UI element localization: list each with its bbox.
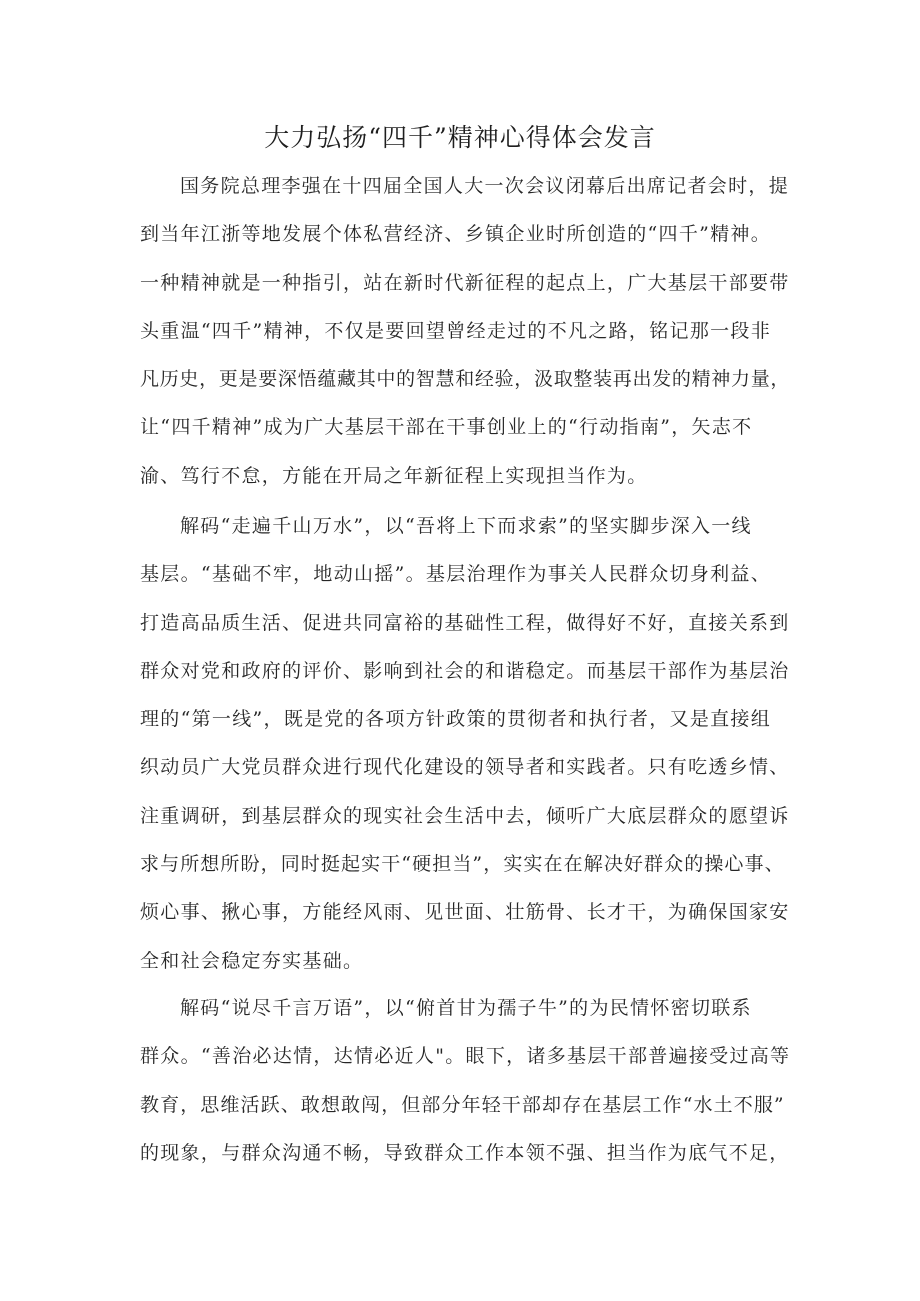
paragraph-line: 基层。“基础不牢，地动山摇”。基层治理作为事关人民群众切身利益、 bbox=[140, 563, 772, 586]
paragraph-2 bbox=[140, 502, 790, 985]
paragraph-line: 的现象，与群众沟通不畅，导致群众工作本领不强、担当作为底气不足， bbox=[140, 1141, 790, 1164]
paragraph-line: 群众。“善治必达情，达情必近人"。眼下，诸多基层干部普遍接受过高等 bbox=[140, 1045, 791, 1068]
paragraph-line: 渝、笃行不怠，方能在开局之年新征程上实现担当作为。 bbox=[140, 464, 648, 487]
paragraph-line: 头重温“四千”精神，不仅是要回望曾经走过的不凡之路，铭记那一段非 bbox=[140, 319, 772, 342]
paragraph-line: 注重调研，到基层群众的现实社会生活中去，倾听广大底层群众的愿望诉 bbox=[140, 804, 790, 827]
paragraph-line: 到当年江浙等地发展个体私营经济、乡镇企业时所创造的“四千”精神。 bbox=[140, 223, 772, 246]
paragraph-line: 织动员广大党员群众进行现代化建设的领导者和实践者。只有吃透乡情、 bbox=[140, 756, 790, 779]
paragraph-line: 理的“第一线”，既是党的各项方针政策的贯彻者和执行者，又是直接组 bbox=[140, 708, 772, 731]
paragraph-line: 国务院总理李强在十四届全国人大一次会议闭幕后出席记者会时，提 bbox=[180, 175, 790, 197]
paragraph-line: 全和社会稳定夯实基础。 bbox=[140, 949, 364, 972]
paragraph-line: 解码“说尽千言万语”，以“俯首甘为孺子牛”的为民情怀密切联系 bbox=[180, 997, 752, 1019]
paragraph-line: 凡历史，更是要深悟蕴藏其中的智慧和经验，汲取整装再出发的精神力量， bbox=[140, 368, 791, 391]
paragraph-line: 让“四千精神”成为广大基层干部在干事创业上的“行动指南”，矢志不 bbox=[140, 416, 753, 439]
document-title: 大力弘扬“四千”精神心得体会发言 bbox=[264, 123, 656, 152]
paragraph-1 bbox=[140, 162, 790, 500]
paragraph-3 bbox=[140, 984, 790, 1177]
paragraph-line: 求与所想所盼，同时挺起实干“硬担当”，实实在在解决好群众的操心事、 bbox=[140, 853, 785, 876]
paragraph-line: 一种精神就是一种指引，站在新时代新征程的起点上，广大基层干部要带 bbox=[140, 271, 790, 294]
paragraph-line: 烦心事、揪心事，方能经风雨、见世面、壮筋骨、长才干，为确保国家安 bbox=[140, 901, 790, 924]
paragraph-line: 解码“走遍千山万水”，以“吾将上下而求索”的坚实脚步深入一线 bbox=[180, 515, 752, 537]
paragraph-line: 群众对党和政府的评价、影响到社会的和谐稳定。而基层干部作为基层治 bbox=[140, 659, 790, 682]
paragraph-line: 打造高品质生活、促进共同富裕的基础性工程，做得好不好，直接关系到 bbox=[140, 611, 790, 634]
paragraph-line: 教育，思维活跃、敢想敢闯，但部分年轻干部却存在基层工作“水土不服” bbox=[140, 1093, 785, 1116]
